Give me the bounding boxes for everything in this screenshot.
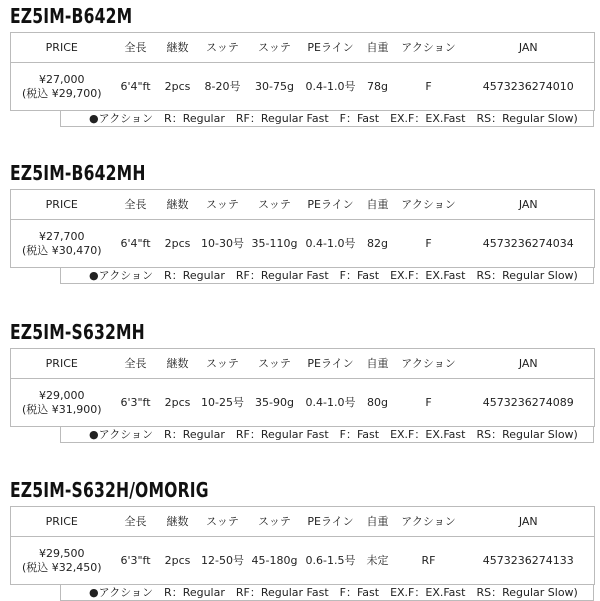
header-cell: アクション xyxy=(395,33,463,63)
header-cell: 継数 xyxy=(159,190,197,220)
product-title: EZ5IM-B642M xyxy=(10,4,133,28)
header-cell: スッテ xyxy=(197,190,249,220)
header-cell: 全長 xyxy=(113,349,159,379)
jan-cell: 4573236274089 xyxy=(463,379,595,427)
header-cell: PEライン xyxy=(301,507,361,537)
price-value: ¥27,000 xyxy=(39,72,85,86)
weight-cell: 82g xyxy=(361,220,395,268)
pieces-cell: 2pcs xyxy=(159,220,197,268)
action-legend: ●アクション R：Regular RF：Regular Fast F：Fast EX.F：EX.Fast RS：Regular Slow) xyxy=(60,267,594,284)
sutte1-cell: 10-30号 xyxy=(197,220,249,268)
sutte1-cell: 8-20号 xyxy=(197,63,249,111)
spec-table xyxy=(10,189,595,268)
header-cell: PEライン xyxy=(301,190,361,220)
header-cell: アクション xyxy=(395,507,463,537)
header-row xyxy=(11,349,595,379)
header-cell: PEライン xyxy=(301,33,361,63)
value-row xyxy=(11,379,595,427)
header-cell: スッテ xyxy=(249,507,301,537)
action-cell: RF xyxy=(395,537,463,585)
header-cell: PEライン xyxy=(301,349,361,379)
price-tax-value: (税込 ¥32,450) xyxy=(21,560,102,574)
weight-cell: 未定 xyxy=(361,537,395,585)
header-cell: スッテ xyxy=(197,349,249,379)
price-value: ¥29,500 xyxy=(39,546,85,560)
header-cell: PRICE xyxy=(11,507,113,537)
header-cell: スッテ xyxy=(249,33,301,63)
header-cell: アクション xyxy=(395,190,463,220)
header-row xyxy=(11,507,595,537)
length-cell: 6'3"ft xyxy=(113,379,159,427)
value-row xyxy=(11,220,595,268)
length-cell: 6'3"ft xyxy=(113,537,159,585)
length-cell: 6'4"ft xyxy=(113,63,159,111)
header-cell: PRICE xyxy=(11,33,113,63)
value-row xyxy=(11,537,595,585)
header-cell: JAN xyxy=(463,507,595,537)
sutte2-cell: 35-110g xyxy=(249,220,301,268)
header-cell: 全長 xyxy=(113,507,159,537)
price-cell xyxy=(11,379,113,427)
header-cell: スッテ xyxy=(197,33,249,63)
price-cell xyxy=(11,63,113,111)
length-cell: 6'4"ft xyxy=(113,220,159,268)
header-cell: 継数 xyxy=(159,349,197,379)
action-legend: ●アクション R：Regular RF：Regular Fast F：Fast EX.F：EX.Fast RS：Regular Slow) xyxy=(60,426,594,443)
header-cell: JAN xyxy=(463,349,595,379)
spec-table xyxy=(10,506,595,585)
header-cell: アクション xyxy=(395,349,463,379)
price-tax-value: (税込 ¥31,900) xyxy=(21,402,102,416)
pieces-cell: 2pcs xyxy=(159,63,197,111)
header-cell: 自重 xyxy=(361,33,395,63)
jan-cell: 4573236274010 xyxy=(463,63,595,111)
action-cell: F xyxy=(395,379,463,427)
price-tax-value: (税込 ¥30,470) xyxy=(21,243,102,257)
product-title: EZ5IM-B642MH xyxy=(10,161,146,185)
header-row xyxy=(11,190,595,220)
pieces-cell: 2pcs xyxy=(159,379,197,427)
sutte1-cell: 10-25号 xyxy=(197,379,249,427)
sutte2-cell: 35-90g xyxy=(249,379,301,427)
header-cell: PRICE xyxy=(11,190,113,220)
weight-cell: 78g xyxy=(361,63,395,111)
sutte1-cell: 12-50号 xyxy=(197,537,249,585)
header-cell: JAN xyxy=(463,190,595,220)
action-legend: ●アクション R：Regular RF：Regular Fast F：Fast EX.F：EX.Fast RS：Regular Slow) xyxy=(60,584,594,601)
pe-cell: 0.4-1.0号 xyxy=(301,379,361,427)
product-title: EZ5IM-S632MH xyxy=(10,320,145,344)
pe-cell: 0.4-1.0号 xyxy=(301,63,361,111)
pieces-cell: 2pcs xyxy=(159,537,197,585)
header-row xyxy=(11,33,595,63)
action-cell: F xyxy=(395,63,463,111)
value-row xyxy=(11,63,595,111)
spec-table xyxy=(10,348,595,427)
price-cell xyxy=(11,220,113,268)
spec-table xyxy=(10,32,595,111)
pe-cell: 0.4-1.0号 xyxy=(301,220,361,268)
price-value: ¥27,700 xyxy=(39,229,85,243)
action-legend: ●アクション R：Regular RF：Regular Fast F：Fast EX.F：EX.Fast RS：Regular Slow) xyxy=(60,110,594,127)
header-cell: JAN xyxy=(463,33,595,63)
sutte2-cell: 30-75g xyxy=(249,63,301,111)
pe-cell: 0.6-1.5号 xyxy=(301,537,361,585)
header-cell: 全長 xyxy=(113,33,159,63)
header-cell: 継数 xyxy=(159,33,197,63)
action-cell: F xyxy=(395,220,463,268)
price-cell xyxy=(11,537,113,585)
price-value: ¥29,000 xyxy=(39,388,85,402)
sutte2-cell: 45-180g xyxy=(249,537,301,585)
header-cell: 継数 xyxy=(159,507,197,537)
jan-cell: 4573236274034 xyxy=(463,220,595,268)
header-cell: 自重 xyxy=(361,190,395,220)
header-cell: 自重 xyxy=(361,349,395,379)
header-cell: スッテ xyxy=(249,349,301,379)
price-tax-value: (税込 ¥29,700) xyxy=(21,86,102,100)
header-cell: 全長 xyxy=(113,190,159,220)
jan-cell: 4573236274133 xyxy=(463,537,595,585)
header-cell: スッテ xyxy=(249,190,301,220)
product-title: EZ5IM-S632H/OMORIG xyxy=(10,478,209,502)
weight-cell: 80g xyxy=(361,379,395,427)
header-cell: PRICE xyxy=(11,349,113,379)
header-cell: 自重 xyxy=(361,507,395,537)
header-cell: スッテ xyxy=(197,507,249,537)
